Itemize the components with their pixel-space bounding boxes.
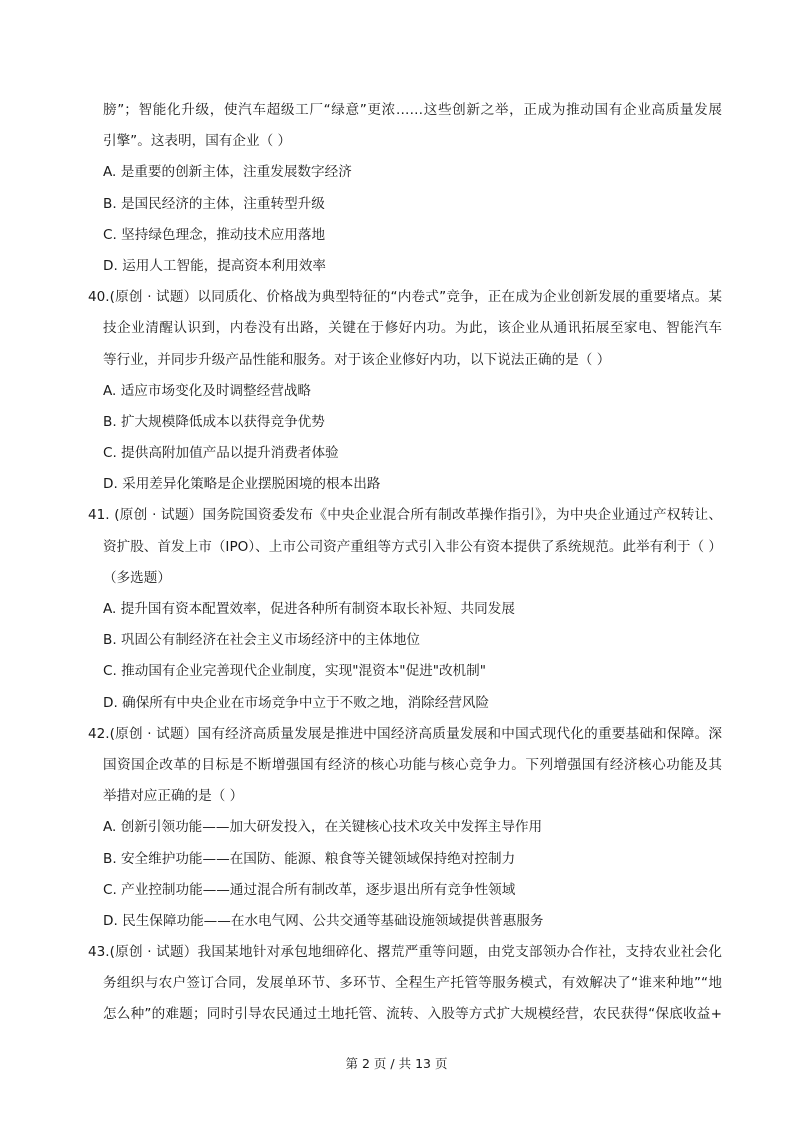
- option-c: C. 提供高附加值产品以提升消费者体验: [103, 445, 339, 462]
- option-b: B. 扩大规模降低成本以获得竞争优势: [103, 413, 325, 430]
- question-text-line: 膀”；智能化升级，使汽车超级工厂“绿意”更浓……这些创新之举，正成为推动国有企业高质量发展: [103, 102, 722, 118]
- option-b: B. 巩固公有制经济在社会主义市场经济中的主体地位: [103, 632, 421, 649]
- question-41: [0, 500, 793, 718]
- option-c: C. 产业控制功能——通过混合所有制改革，逐步退出所有竞争性领域: [103, 881, 516, 898]
- question-text-line: 技企业清醒认识到，内卷没有出路，关键在于修好内功。为此，该企业从通讯拓展至家电、智能汽车: [103, 320, 722, 337]
- option-b: B. 是国民经济的主体，注重转型升级: [103, 195, 325, 212]
- question-stem: 41. (原创 · 试题）国务院国资委发布《中央企业混合所有制改革操作指引》，为中央企业通过产权转让、: [88, 507, 722, 524]
- option-a: A. 创新引领功能——加大研发投入，在关键核心技术攻关中发挥主导作用: [103, 819, 543, 836]
- question-stem: 43.(原创 · 试题）我国某地针对承包地细碎化、撂荒严重等问题，由党支部领办合作社，支持农业社会化: [88, 944, 722, 961]
- option-d: D. 采用差异化策略是企业摆脱困境的根本出路: [103, 476, 381, 493]
- option-c: C. 推动国有企业完善现代企业制度，实现"混资本"促进"改机制": [103, 663, 486, 680]
- question-42: [0, 719, 793, 937]
- option-c: C. 坚持绿色理念，推动技术应用落地: [103, 226, 326, 243]
- question-text-line: 国资国企改革的目标是不断增强国有经济的核心功能与核心竞争力。下列增强国有经济核心功能及其: [103, 756, 722, 773]
- question-text-line: 引擎”。这表明，国有企业（ ）: [103, 133, 292, 150]
- document-page: [0, 95, 793, 1031]
- page-number-footer: 第 2 页 / 共 13 页: [345, 1056, 448, 1071]
- question-text-line: 务组织与农户签订合同，发展单环节、多环节、全程生产托管等服务模式，有效解决了“谁来种地”“地: [103, 975, 722, 992]
- question-text-line: 怎么种”的难题；同时引导农民通过土地托管、流转、入股等方式扩大规模经营，农民获得“保底收益+: [103, 1006, 722, 1023]
- option-a: A. 是重要的创新主体，注重发展数字经济: [103, 164, 352, 181]
- question-stem: 42.(原创 · 试题）国有经济高质量发展是推进中国经济高质量发展和中国式现代化的重要基础和保障。深: [88, 725, 722, 742]
- question-40: [0, 282, 793, 500]
- option-d: D. 运用人工智能，提高资本利用效率: [103, 257, 327, 274]
- question-43: [0, 937, 793, 1031]
- question-text-line: 等行业，并同步升级产品性能和服务。对于该企业修好内功，以下说法正确的是（ ）: [103, 351, 611, 368]
- question-text-line: 资扩股、首发上市（IPO）、上市公司资产重组等方式引入非公有资本提供了系统规范。此举有利于（ ）: [103, 538, 722, 555]
- question-stem: 40.(原创 · 试题）以同质化、价格战为典型特征的“内卷式”竞争，正在成为企业创新发展的重要堵点。某: [88, 289, 722, 306]
- option-d: D. 民生保障功能——在水电气网、公共交通等基础设施领域提供普惠服务: [103, 912, 544, 929]
- option-b: B. 安全维护功能——在国防、能源、粮食等关键领域保持绝对控制力: [103, 850, 516, 867]
- option-d: D. 确保所有中央企业在市场竞争中立于不败之地，消除经营风险: [103, 694, 490, 711]
- question-text-line: 举措对应正确的是（ ）: [103, 788, 244, 805]
- option-a: A. 提升国有资本配置效率，促进各种所有制资本取长补短、共同发展: [103, 601, 515, 617]
- question-type-label: （多选题）: [103, 569, 171, 586]
- option-a: A. 适应市场变化及时调整经营战略: [103, 382, 312, 399]
